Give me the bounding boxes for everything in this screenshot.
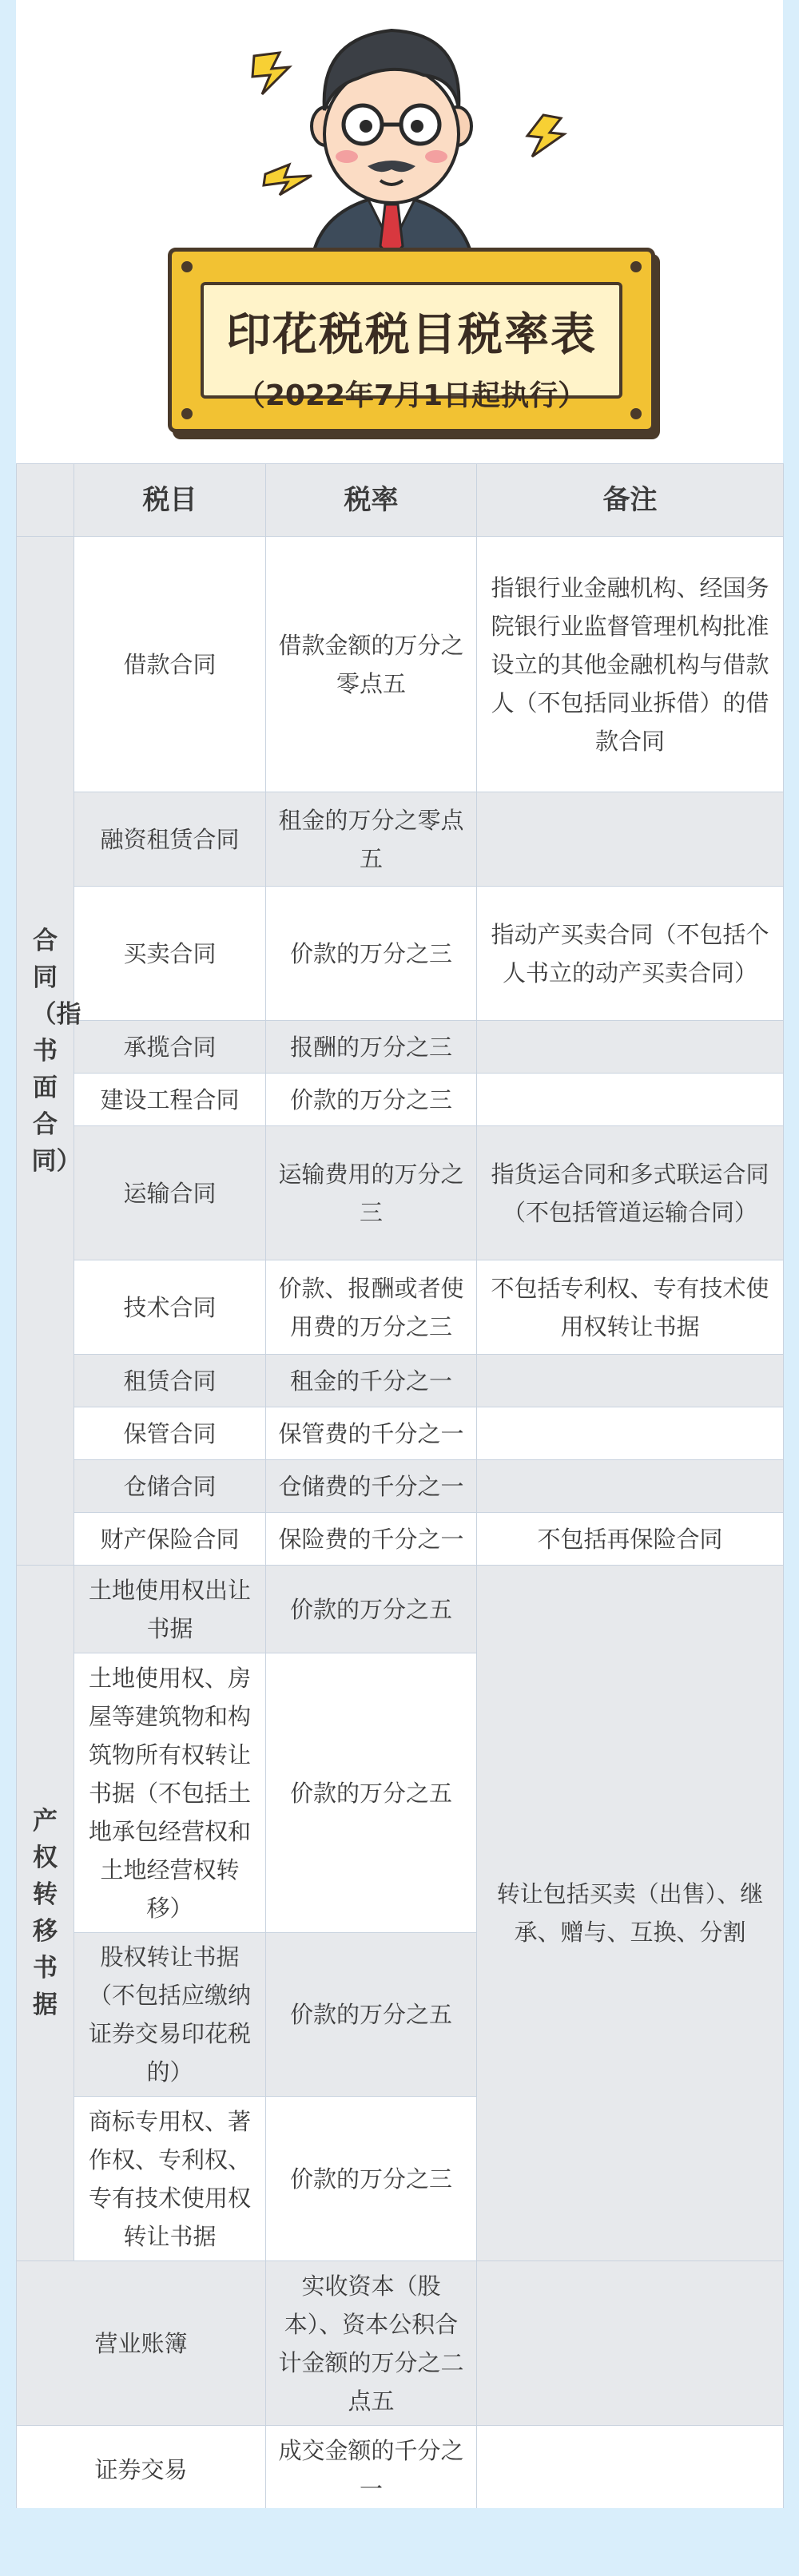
table-row [17, 1074, 784, 1126]
rate-cell: 价款的万分之三 [266, 887, 477, 1021]
table-row [17, 887, 784, 1021]
bottom-band [0, 2508, 799, 2576]
rate-cell: 价款的万分之五 [266, 1566, 477, 1653]
item-cell: 营业账簿 [17, 2261, 266, 2426]
item-cell: 建设工程合同 [74, 1074, 266, 1126]
table-row [17, 2261, 784, 2426]
note-cell [477, 1355, 784, 1407]
rate-cell: 报酬的万分之三 [266, 1021, 477, 1074]
item-cell: 融资租赁合同 [74, 792, 266, 887]
rate-cell: 保管费的千分之一 [266, 1407, 477, 1460]
item-cell: 土地使用权出让书据 [74, 1566, 266, 1653]
header-item: 税目 [74, 464, 266, 537]
rate-cell: 保险费的千分之一 [266, 1513, 477, 1566]
item-cell: 技术合同 [74, 1260, 266, 1355]
header-note: 备注 [477, 464, 784, 537]
table-row [17, 2426, 784, 2514]
item-cell: 买卖合同 [74, 887, 266, 1021]
table-row [17, 1460, 784, 1513]
title-sign [168, 248, 655, 433]
note-cell: 指货运合同和多式联运合同（不包括管道运输合同） [477, 1126, 784, 1260]
note-cell [477, 2261, 784, 2426]
item-cell: 股权转让书据（不包括应缴纳证券交易印花税的） [74, 1933, 266, 2097]
rate-cell: 价款的万分之五 [266, 1933, 477, 2097]
rate-cell: 价款的万分之五 [266, 1653, 477, 1933]
rate-cell: 成交金额的千分之一 [266, 2426, 477, 2514]
item-cell: 借款合同 [74, 537, 266, 792]
item-cell: 承揽合同 [74, 1021, 266, 1074]
item-cell: 财产保险合同 [74, 1513, 266, 1566]
rate-cell: 价款的万分之三 [266, 1074, 477, 1126]
item-cell: 保管合同 [74, 1407, 266, 1460]
rate-cell: 租金的千分之一 [266, 1355, 477, 1407]
mascot-teacher-icon [264, 6, 519, 270]
page-title: 印花税税目税率表 [226, 309, 597, 361]
header-category [17, 464, 74, 537]
table-row [17, 537, 784, 792]
category-property: 产权转移书据 [17, 1566, 74, 2261]
rate-cell: 租金的万分之零点五 [266, 792, 477, 887]
item-cell: 租赁合同 [74, 1355, 266, 1407]
table-row [17, 1126, 784, 1260]
note-cell [477, 1407, 784, 1460]
tax-rate-table [16, 463, 783, 2514]
note-cell: 不包括专利权、专有技术使用权转让书据 [477, 1260, 784, 1355]
item-cell: 土地使用权、房屋等建筑物和构筑物所有权转让书据（不包括土地承包经营权和土地经营权转移） [74, 1653, 266, 1933]
item-cell: 证券交易 [17, 2426, 266, 2514]
header-illustration [16, 0, 783, 463]
note-cell [477, 1021, 784, 1074]
rate-cell: 价款的万分之三 [266, 2097, 477, 2261]
table-row [17, 1021, 784, 1074]
note-cell [477, 1460, 784, 1513]
page [16, 0, 783, 2576]
rate-cell: 实收资本（股本）、资本公积合计金额的万分之二点五 [266, 2261, 477, 2426]
rate-cell: 价款、报酬或者使用费的万分之三 [266, 1260, 477, 1355]
note-cell: 不包括再保险合同 [477, 1513, 784, 1566]
rate-cell: 运输费用的万分之三 [266, 1126, 477, 1260]
item-cell: 商标专用权、著作权、专利权、专有技术使用权转让书据 [74, 2097, 266, 2261]
table-row [17, 1355, 784, 1407]
note-cell: 转让包括买卖（出售）、继承、赠与、互换、分割 [477, 1566, 784, 2261]
table-row [17, 1566, 784, 1653]
table-row [17, 792, 784, 887]
item-cell: 仓储合同 [74, 1460, 266, 1513]
rate-cell: 仓储费的千分之一 [266, 1460, 477, 1513]
table-header-row [17, 464, 784, 537]
page-subtitle: （2022年7月1日起执行） [236, 379, 587, 412]
table-row [17, 1260, 784, 1355]
rate-cell: 借款金额的万分之零点五 [266, 537, 477, 792]
table-row [17, 1513, 784, 1566]
lightning-icon [519, 112, 567, 160]
header-rate: 税率 [266, 464, 477, 537]
note-cell: 指银行业金融机构、经国务院银行业监督管理机构批准设立的其他金融机构与借款人（不包括同业拆借）的借款合同 [477, 537, 784, 792]
note-cell [477, 1074, 784, 1126]
table-row [17, 1407, 784, 1460]
note-cell: 指动产买卖合同（不包括个人书立的动产买卖合同） [477, 887, 784, 1021]
note-cell [477, 792, 784, 887]
note-cell [477, 2426, 784, 2514]
item-cell: 运输合同 [74, 1126, 266, 1260]
category-contract: 合同（指书面合同） [17, 537, 74, 1566]
